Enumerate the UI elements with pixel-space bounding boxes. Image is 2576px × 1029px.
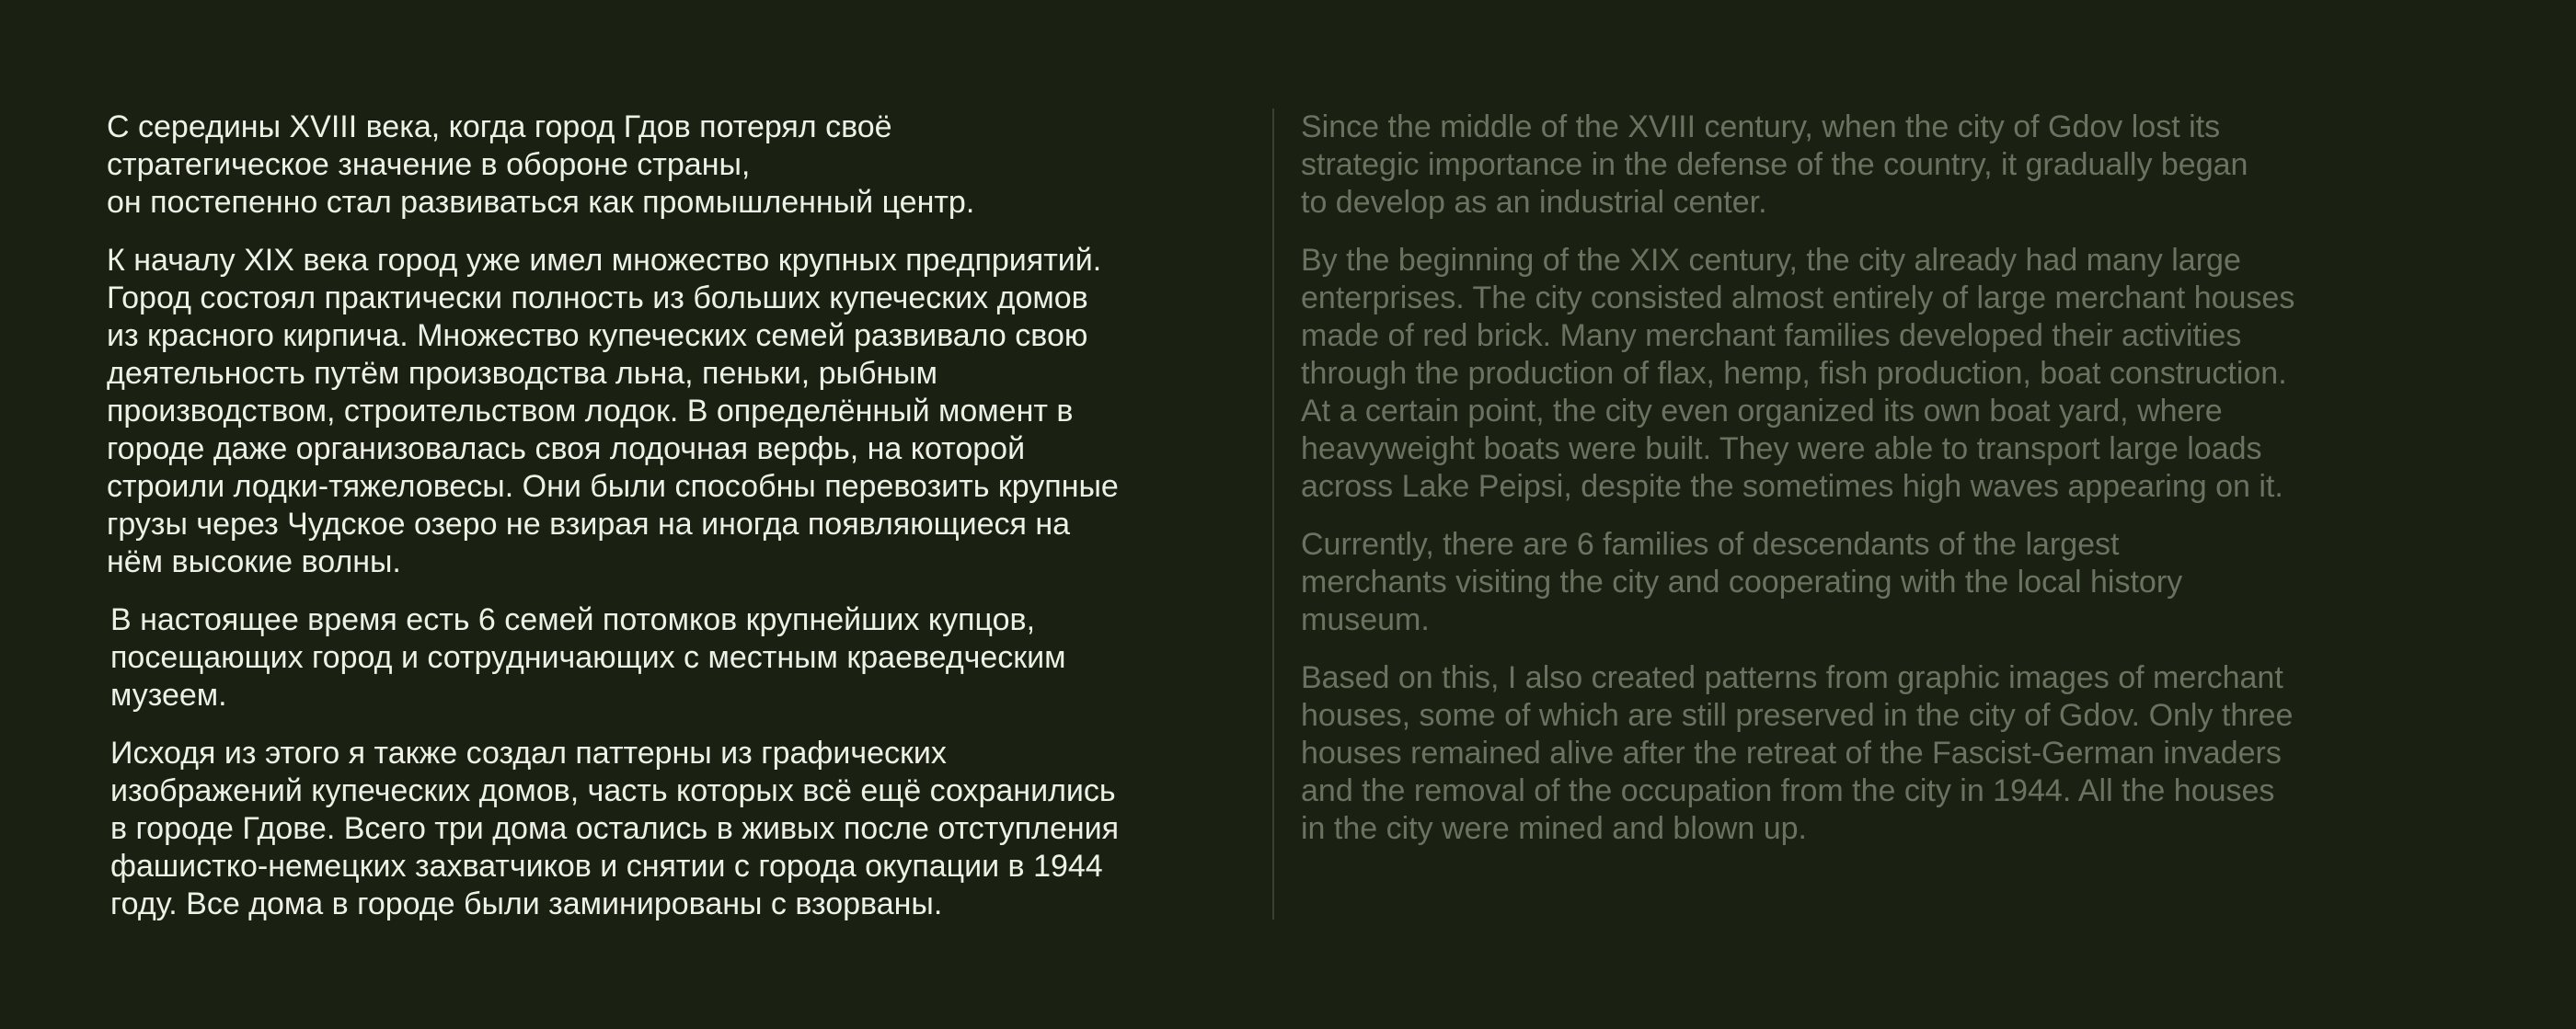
ru-paragraph-3: В настоящее время есть 6 семей потомков крупнейших купцов, посещающих город и сотрудничающих с местным краеведческим музеем. — [110, 602, 1066, 713]
en-paragraph-1: Since the middle of the XVIII century, when the city of Gdov lost its strategic importance in the defense of the country, it gradually began to develop as an industrial center. — [1301, 109, 2248, 220]
ru-paragraph-4: Исходя из этого я также создал паттерны из графических изображений купеческих домов, часть которых всё ещё сохранились в городе Гдове. Всего три дома остались в живых после отступления фашистко-немецких захватчиков и снятии с города окупации в 1944 году. Все дома в городе были заминированы с взорваны. — [110, 736, 1120, 921]
column-divider — [1272, 109, 1274, 920]
en-paragraph-4: Based on this, I also created patterns from graphic images of merchant houses, some of which are still preserved in the city of Gdov. Only three houses remained alive after the retreat of the Fascist-German invaders and the removal of the occupation from the city in 1944. All the houses in the city were mined and blown up. — [1301, 660, 2294, 846]
english-text-column — [1301, 109, 2460, 868]
ru-paragraph-2: К началу XIX века город уже имел множество крупных предприятий. Город состоял практически полность из больших купеческих домов из красного кирпича. Множество купеческих семей развивало свою деятельность путём производства льна, пеньки, рыбным производством, строительством лодок. В определённый момент в городе даже организовалась своя лодочная верфь, на которой строили лодки-тяжеловесы. Они были способны перевозить крупные грузы через Чудское озеро не взирая на иногда появляющиеся на нём высокие волны. — [107, 243, 1119, 579]
russian-text-column — [107, 109, 1248, 943]
ru-paragraph-1: С середины XVIII века, когда город Гдов потерял своё стратегическое значение в обороне страны, он постепенно стал развиваться как промышленный центр. — [107, 109, 975, 220]
en-paragraph-2: By the beginning of the XIX century, the city already had many large enterprises. The city consisted almost entirely of large merchant houses made of red brick. Many merchant families developed their activities through the production of flax, hemp, fish production, boat construction. At a certain point, the city even organized its own boat yard, where heavyweight boats were built. They were able to transport large loads across Lake Peipsi, despite the sometimes high waves appearing on it. — [1301, 243, 2295, 504]
en-paragraph-3: Currently, there are 6 families of descendants of the largest merchants visiting the city and cooperating with the local history museum. — [1301, 527, 2183, 637]
